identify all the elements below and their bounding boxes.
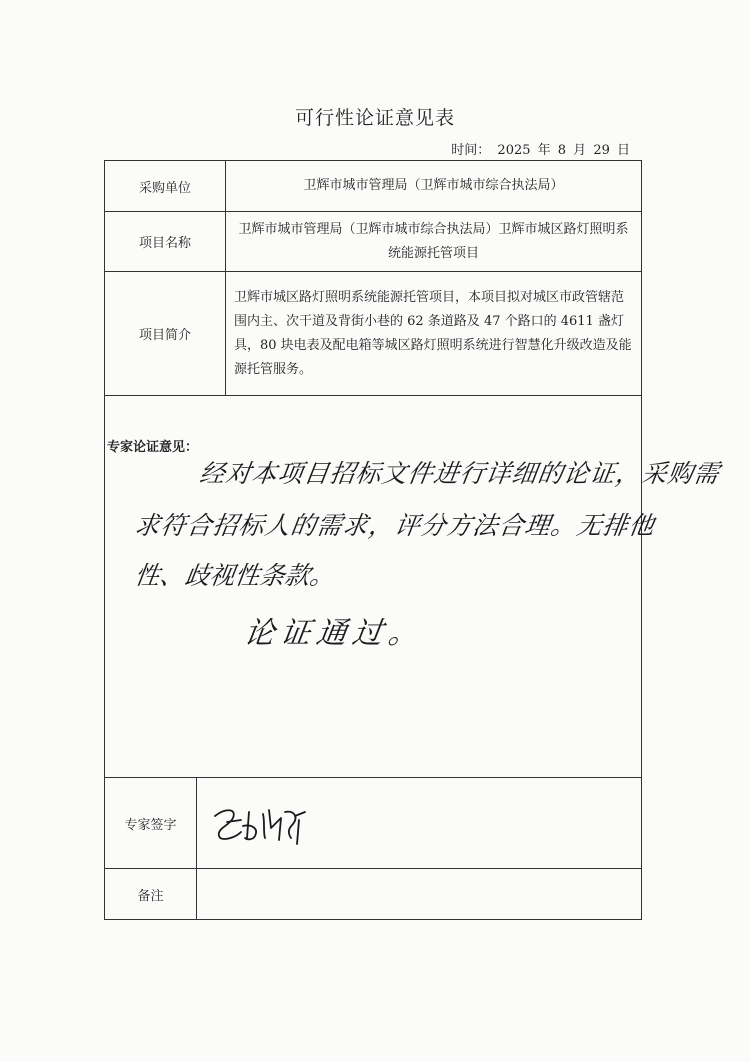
- date-line: 时间： 2025 年 8 月 29 日: [451, 143, 630, 158]
- row-project-intro: [105, 272, 641, 396]
- remarks-label: 备注: [105, 869, 197, 919]
- evaluation-table: [104, 160, 722, 920]
- handwritten-signature: [207, 798, 317, 848]
- procurement-unit-value: 卫辉市城市管理局（卫辉市城市综合执法局）: [303, 178, 564, 193]
- expert-signature-label: 专家签字: [105, 778, 197, 868]
- row-project-name: [105, 212, 641, 272]
- project-intro-label: 项目简介: [105, 272, 226, 395]
- project-intro-value: 卫辉市城区路灯照明系统能源托管项目，本项目拟对城区市政管辖范围内主、次干道及背街小巷的 62 条道路及 47 个路口的 4611 盏灯具，80 块电表及配电箱等城区路灯照明系统进行智慧化升级改造及能源托管服务。: [234, 289, 632, 377]
- procurement-unit-label: 采购单位: [105, 161, 226, 211]
- handwritten-line: 经对本项目招标文件进行详细的论证，采购需: [197, 459, 722, 488]
- expert-signature-area: [197, 778, 641, 868]
- handwritten-conclusion: 论证通过。: [242, 616, 427, 651]
- expert-opinion-label: 专家论证意见：: [107, 440, 199, 455]
- handwritten-line: 求符合招标人的需求，评分方法合理。无排他: [132, 511, 657, 540]
- project-name-label: 项目名称: [105, 212, 226, 271]
- handwritten-line: 性、歧视性条款。: [132, 561, 337, 590]
- form-title: 可行性论证意见表: [294, 107, 455, 129]
- remarks-value: [197, 869, 641, 919]
- row-expert-opinion: [105, 396, 722, 778]
- row-procurement-unit: [105, 161, 641, 212]
- row-expert-signature: [105, 778, 641, 869]
- row-remarks: [105, 869, 641, 919]
- project-name-value: 卫辉市城市管理局（卫辉市城市综合执法局）卫辉市城区路灯照明系统能源托管项目: [238, 221, 629, 261]
